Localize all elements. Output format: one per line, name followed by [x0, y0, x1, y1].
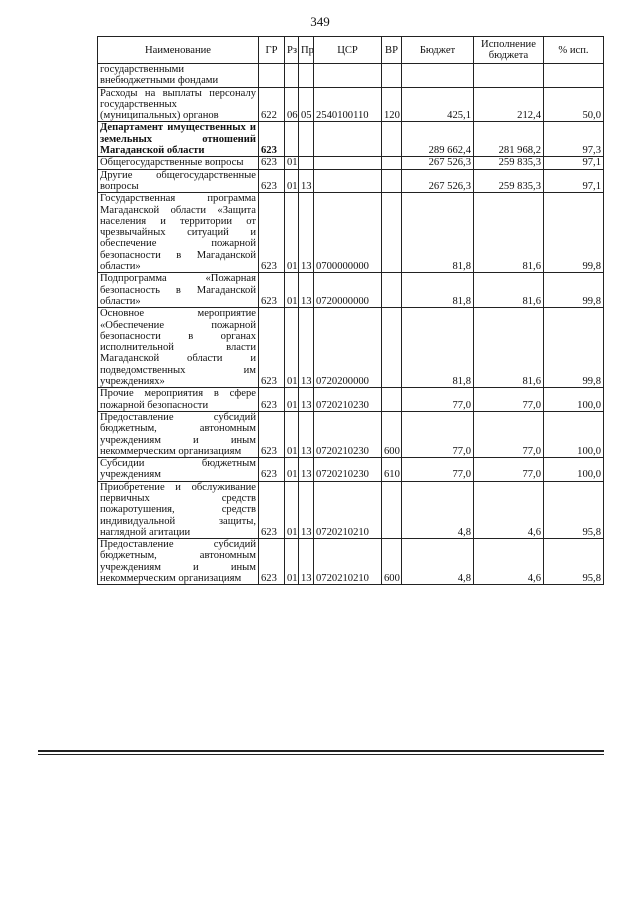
cell-gr: 623 — [259, 388, 285, 412]
header-percent: % исп. — [544, 37, 604, 64]
cell-budget: 4,8 — [402, 539, 474, 585]
cell-percent: 100,0 — [544, 411, 604, 457]
table-row — [98, 87, 604, 122]
cell-pr: 13 — [299, 458, 314, 482]
cell-gr: 623 — [259, 539, 285, 585]
table-row — [98, 157, 604, 169]
header-rz: Рз — [285, 37, 299, 64]
cell-budget: 289 662,4 — [402, 122, 474, 157]
cell-gr: 622 — [259, 87, 285, 122]
cell-csr — [314, 64, 382, 88]
cell-csr: 0720210210 — [314, 481, 382, 538]
cell-pr: 13 — [299, 539, 314, 585]
table-row — [98, 481, 604, 538]
cell-vr — [382, 193, 402, 273]
cell-budget: 4,8 — [402, 481, 474, 538]
cell-execution — [474, 64, 544, 88]
header-execution: Исполнение бюджета — [474, 37, 544, 64]
cell-execution: 212,4 — [474, 87, 544, 122]
cell-rz: 01 — [285, 539, 299, 585]
header-name: Наименование — [98, 37, 259, 64]
cell-budget: 267 526,3 — [402, 169, 474, 193]
cell-name: Государственная программа Магаданской области «Защита населения и территории от чрезвычайных ситуаций и обеспечение пожарной безопасности в Магаданской области» — [98, 193, 259, 273]
cell-pr: 13 — [299, 481, 314, 538]
cell-budget: 267 526,3 — [402, 157, 474, 169]
cell-vr — [382, 273, 402, 308]
cell-rz — [285, 122, 299, 157]
cell-execution: 259 835,3 — [474, 157, 544, 169]
cell-percent: 97,1 — [544, 169, 604, 193]
cell-budget: 425,1 — [402, 87, 474, 122]
footer-divider-thin — [38, 754, 604, 755]
cell-percent: 97,1 — [544, 157, 604, 169]
cell-percent: 99,8 — [544, 308, 604, 388]
cell-vr — [382, 64, 402, 88]
cell-percent: 100,0 — [544, 458, 604, 482]
cell-gr: 623 — [259, 122, 285, 157]
cell-budget: 81,8 — [402, 273, 474, 308]
table-header-row — [98, 37, 604, 64]
cell-name: Субсидии бюджетным учреждениям — [98, 458, 259, 482]
cell-rz — [285, 64, 299, 88]
cell-name: Прочие мероприятия в сфере пожарной безопасности — [98, 388, 259, 412]
cell-budget: 77,0 — [402, 411, 474, 457]
cell-pr: 05 — [299, 87, 314, 122]
cell-name: Департамент имущественных и земельных отношений Магаданской области — [98, 122, 259, 157]
cell-execution: 77,0 — [474, 388, 544, 412]
cell-rz: 01 — [285, 388, 299, 412]
cell-csr — [314, 122, 382, 157]
cell-percent: 99,8 — [544, 273, 604, 308]
cell-pr — [299, 122, 314, 157]
cell-csr — [314, 169, 382, 193]
table-row — [98, 122, 604, 157]
cell-vr — [382, 169, 402, 193]
table-row — [98, 308, 604, 388]
cell-budget: 81,8 — [402, 193, 474, 273]
page-number: 349 — [310, 14, 330, 29]
cell-vr: 610 — [382, 458, 402, 482]
cell-percent: 100,0 — [544, 388, 604, 412]
cell-name: Расходы на выплаты персоналу государственных (муниципальных) органов — [98, 87, 259, 122]
cell-rz: 01 — [285, 273, 299, 308]
table-row — [98, 64, 604, 88]
cell-budget: 77,0 — [402, 458, 474, 482]
cell-pr: 13 — [299, 169, 314, 193]
cell-percent: 50,0 — [544, 87, 604, 122]
cell-percent: 99,8 — [544, 193, 604, 273]
cell-name: Предоставление субсидий бюджетным, автономным учреждениям и иным некоммерческим организациям — [98, 411, 259, 457]
cell-percent: 95,8 — [544, 539, 604, 585]
cell-gr: 623 — [259, 308, 285, 388]
cell-csr: 0720210230 — [314, 411, 382, 457]
cell-execution: 81,6 — [474, 308, 544, 388]
cell-execution: 81,6 — [474, 193, 544, 273]
cell-pr — [299, 64, 314, 88]
table-row — [98, 193, 604, 273]
cell-gr: 623 — [259, 169, 285, 193]
cell-execution: 77,0 — [474, 458, 544, 482]
cell-percent: 97,3 — [544, 122, 604, 157]
cell-vr — [382, 388, 402, 412]
cell-csr: 0720210230 — [314, 388, 382, 412]
cell-budget — [402, 64, 474, 88]
cell-budget: 77,0 — [402, 388, 474, 412]
cell-execution: 4,6 — [474, 481, 544, 538]
cell-rz: 01 — [285, 481, 299, 538]
cell-vr: 600 — [382, 539, 402, 585]
cell-pr: 13 — [299, 308, 314, 388]
cell-gr: 623 — [259, 411, 285, 457]
cell-name: Другие общегосударственные вопросы — [98, 169, 259, 193]
table-body — [98, 64, 604, 585]
cell-vr — [382, 157, 402, 169]
cell-csr: 0700000000 — [314, 193, 382, 273]
header-csr: ЦСР — [314, 37, 382, 64]
header-gr: ГР — [259, 37, 285, 64]
cell-csr: 0720210210 — [314, 539, 382, 585]
cell-vr: 120 — [382, 87, 402, 122]
cell-vr — [382, 122, 402, 157]
cell-execution: 281 968,2 — [474, 122, 544, 157]
cell-name: Основное мероприятие «Обеспечение пожарной безопасности в органах исполнительной власти Магаданской области и подведомственных им учреждениях» — [98, 308, 259, 388]
budget-table — [97, 36, 604, 585]
cell-rz: 01 — [285, 157, 299, 169]
cell-csr — [314, 157, 382, 169]
cell-execution: 4,6 — [474, 539, 544, 585]
cell-rz: 01 — [285, 169, 299, 193]
header-budget: Бюджет — [402, 37, 474, 64]
cell-name: Общегосударственные вопросы — [98, 157, 259, 169]
cell-vr — [382, 308, 402, 388]
cell-rz: 06 — [285, 87, 299, 122]
cell-csr: 2540100110 — [314, 87, 382, 122]
cell-percent — [544, 64, 604, 88]
cell-rz: 01 — [285, 458, 299, 482]
cell-pr: 13 — [299, 411, 314, 457]
cell-rz: 01 — [285, 411, 299, 457]
table-row — [98, 539, 604, 585]
cell-gr: 623 — [259, 481, 285, 538]
cell-gr: 623 — [259, 273, 285, 308]
cell-name: Подпрограмма «Пожарная безопасность в Магаданской области» — [98, 273, 259, 308]
cell-percent: 95,8 — [544, 481, 604, 538]
table-row — [98, 458, 604, 482]
cell-name: Предоставление субсидий бюджетным, автономным учреждениям и иным некоммерческим организациям — [98, 539, 259, 585]
cell-csr: 0720210230 — [314, 458, 382, 482]
table-row — [98, 388, 604, 412]
table-row — [98, 273, 604, 308]
cell-vr: 600 — [382, 411, 402, 457]
cell-csr: 0720200000 — [314, 308, 382, 388]
cell-gr: 623 — [259, 193, 285, 273]
cell-pr: 13 — [299, 388, 314, 412]
footer-divider — [38, 750, 604, 752]
cell-execution: 77,0 — [474, 411, 544, 457]
table-row — [98, 411, 604, 457]
cell-execution: 259 835,3 — [474, 169, 544, 193]
cell-rz: 01 — [285, 193, 299, 273]
cell-rz: 01 — [285, 308, 299, 388]
header-vr: ВР — [382, 37, 402, 64]
header-pr: Пр — [299, 37, 314, 64]
cell-name: Приобретение и обслуживание первичных средств пожаротушения, средств индивидуальной защиты, наглядной агитации — [98, 481, 259, 538]
table-row — [98, 169, 604, 193]
cell-pr — [299, 157, 314, 169]
cell-pr: 13 — [299, 273, 314, 308]
cell-pr: 13 — [299, 193, 314, 273]
cell-vr — [382, 481, 402, 538]
cell-execution: 81,6 — [474, 273, 544, 308]
cell-gr: 623 — [259, 157, 285, 169]
cell-name: государственными внебюджетными фондами — [98, 64, 259, 88]
cell-budget: 81,8 — [402, 308, 474, 388]
cell-gr — [259, 64, 285, 88]
cell-gr: 623 — [259, 458, 285, 482]
cell-csr: 0720000000 — [314, 273, 382, 308]
